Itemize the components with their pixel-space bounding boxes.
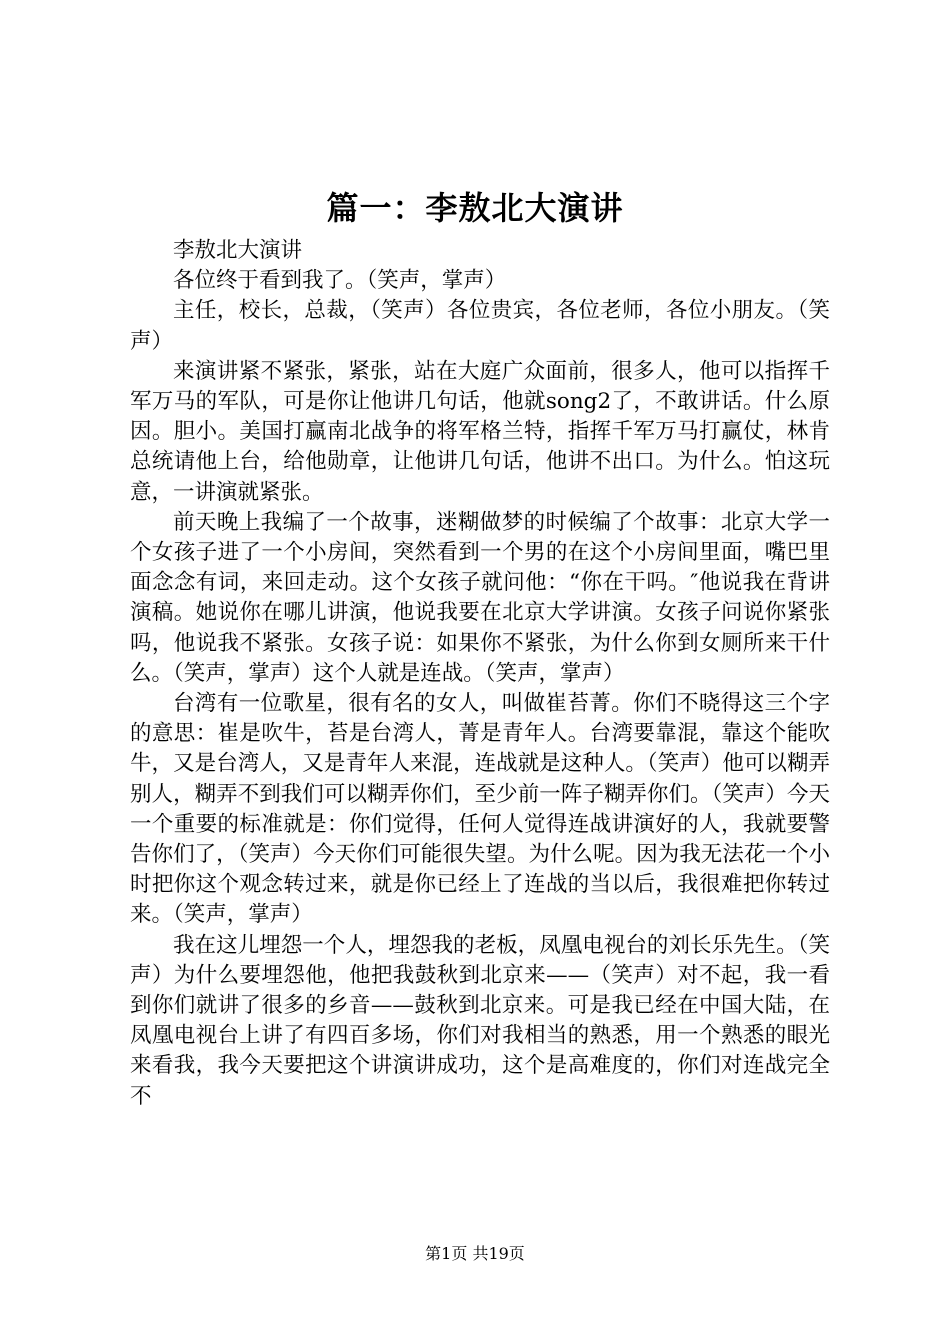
paragraph: 各位终于看到我了。（笑声，掌声）	[173, 268, 507, 294]
paragraph: 来演讲紧不紧张，紧张，站在大庭广众面前，很多人，他可以指挥千军万马的军队，可是你让他讲几句话，他就song2了，不敢讲话。什么原因。胆小。美国打赢南北战争的将军格兰特，指挥千军万马打赢仗，林肯总统请他上台，给他勋章，让他讲几句话，他讲不出口。为什么。怕这玩意，一讲演就紧张。	[130, 358, 830, 505]
paragraph-heading: 李敖北大演讲	[173, 238, 303, 263]
paragraph: 主任，校长，总裁，（笑声）各位贵宾，各位老师，各位小朋友。（笑声）	[130, 298, 830, 354]
paragraph: 前天晚上我编了一个故事，迷糊做梦的时候编了个故事：北京大学一个女孩子进了一个小房间，突然看到一个男的在这个小房间里面，嘴巴里面念念有词，来回走动。这个女孩子就问他：“你在干吗。″他说我在背讲演稿。她说你在哪儿讲演，他说我要在北京大学讲演。女孩子问说你紧张吗，他说我不紧张。女孩子说：如果你不紧张，为什么你到女厕所来干什么。（笑声，掌声）这个人就是连战。（笑声，掌声）	[130, 509, 830, 686]
page-number-footer: 第1页 共19页	[425, 1244, 525, 1263]
document-body	[130, 236, 830, 1112]
page-title: 篇一：李敖北大演讲	[326, 189, 624, 227]
paragraph: 台湾有一位歌星，很有名的女人，叫做崔苔菁。你们不晓得这三个字的意思：崔是吹牛，苔是台湾人，菁是青年人。台湾要靠混，靠这个能吹牛，又是台湾人，又是青年人来混，连战就是这种人。（笑声）他可以糊弄别人，糊弄不到我们可以糊弄你们，至少前一阵子糊弄你们。（笑声）今天一个重要的标准就是：你们觉得，任何人觉得连战讲演好的人，我就要警告你们了，（笑声）今天你们可能很失望。为什么呢。因为我无法花一个小时把你这个观念转过来，就是你已经上了连战的当以后，我很难把你转过来。（笑声，掌声）	[130, 691, 830, 928]
paragraph: 我在这儿埋怨一个人，埋怨我的老板，凤凰电视台的刘长乐先生。（笑声）为什么要埋怨他，他把我鼓秋到北京来——（笑声）对不起，我一看到你们就讲了很多的乡音——鼓秋到北京来。可是我已经在中国大陆，在凤凰电视台上讲了有四百多场，你们对我相当的熟悉，用一个熟悉的眼光来看我，我今天要把这个讲演讲成功，这个是高难度的，你们对连战完全不	[130, 932, 830, 1109]
